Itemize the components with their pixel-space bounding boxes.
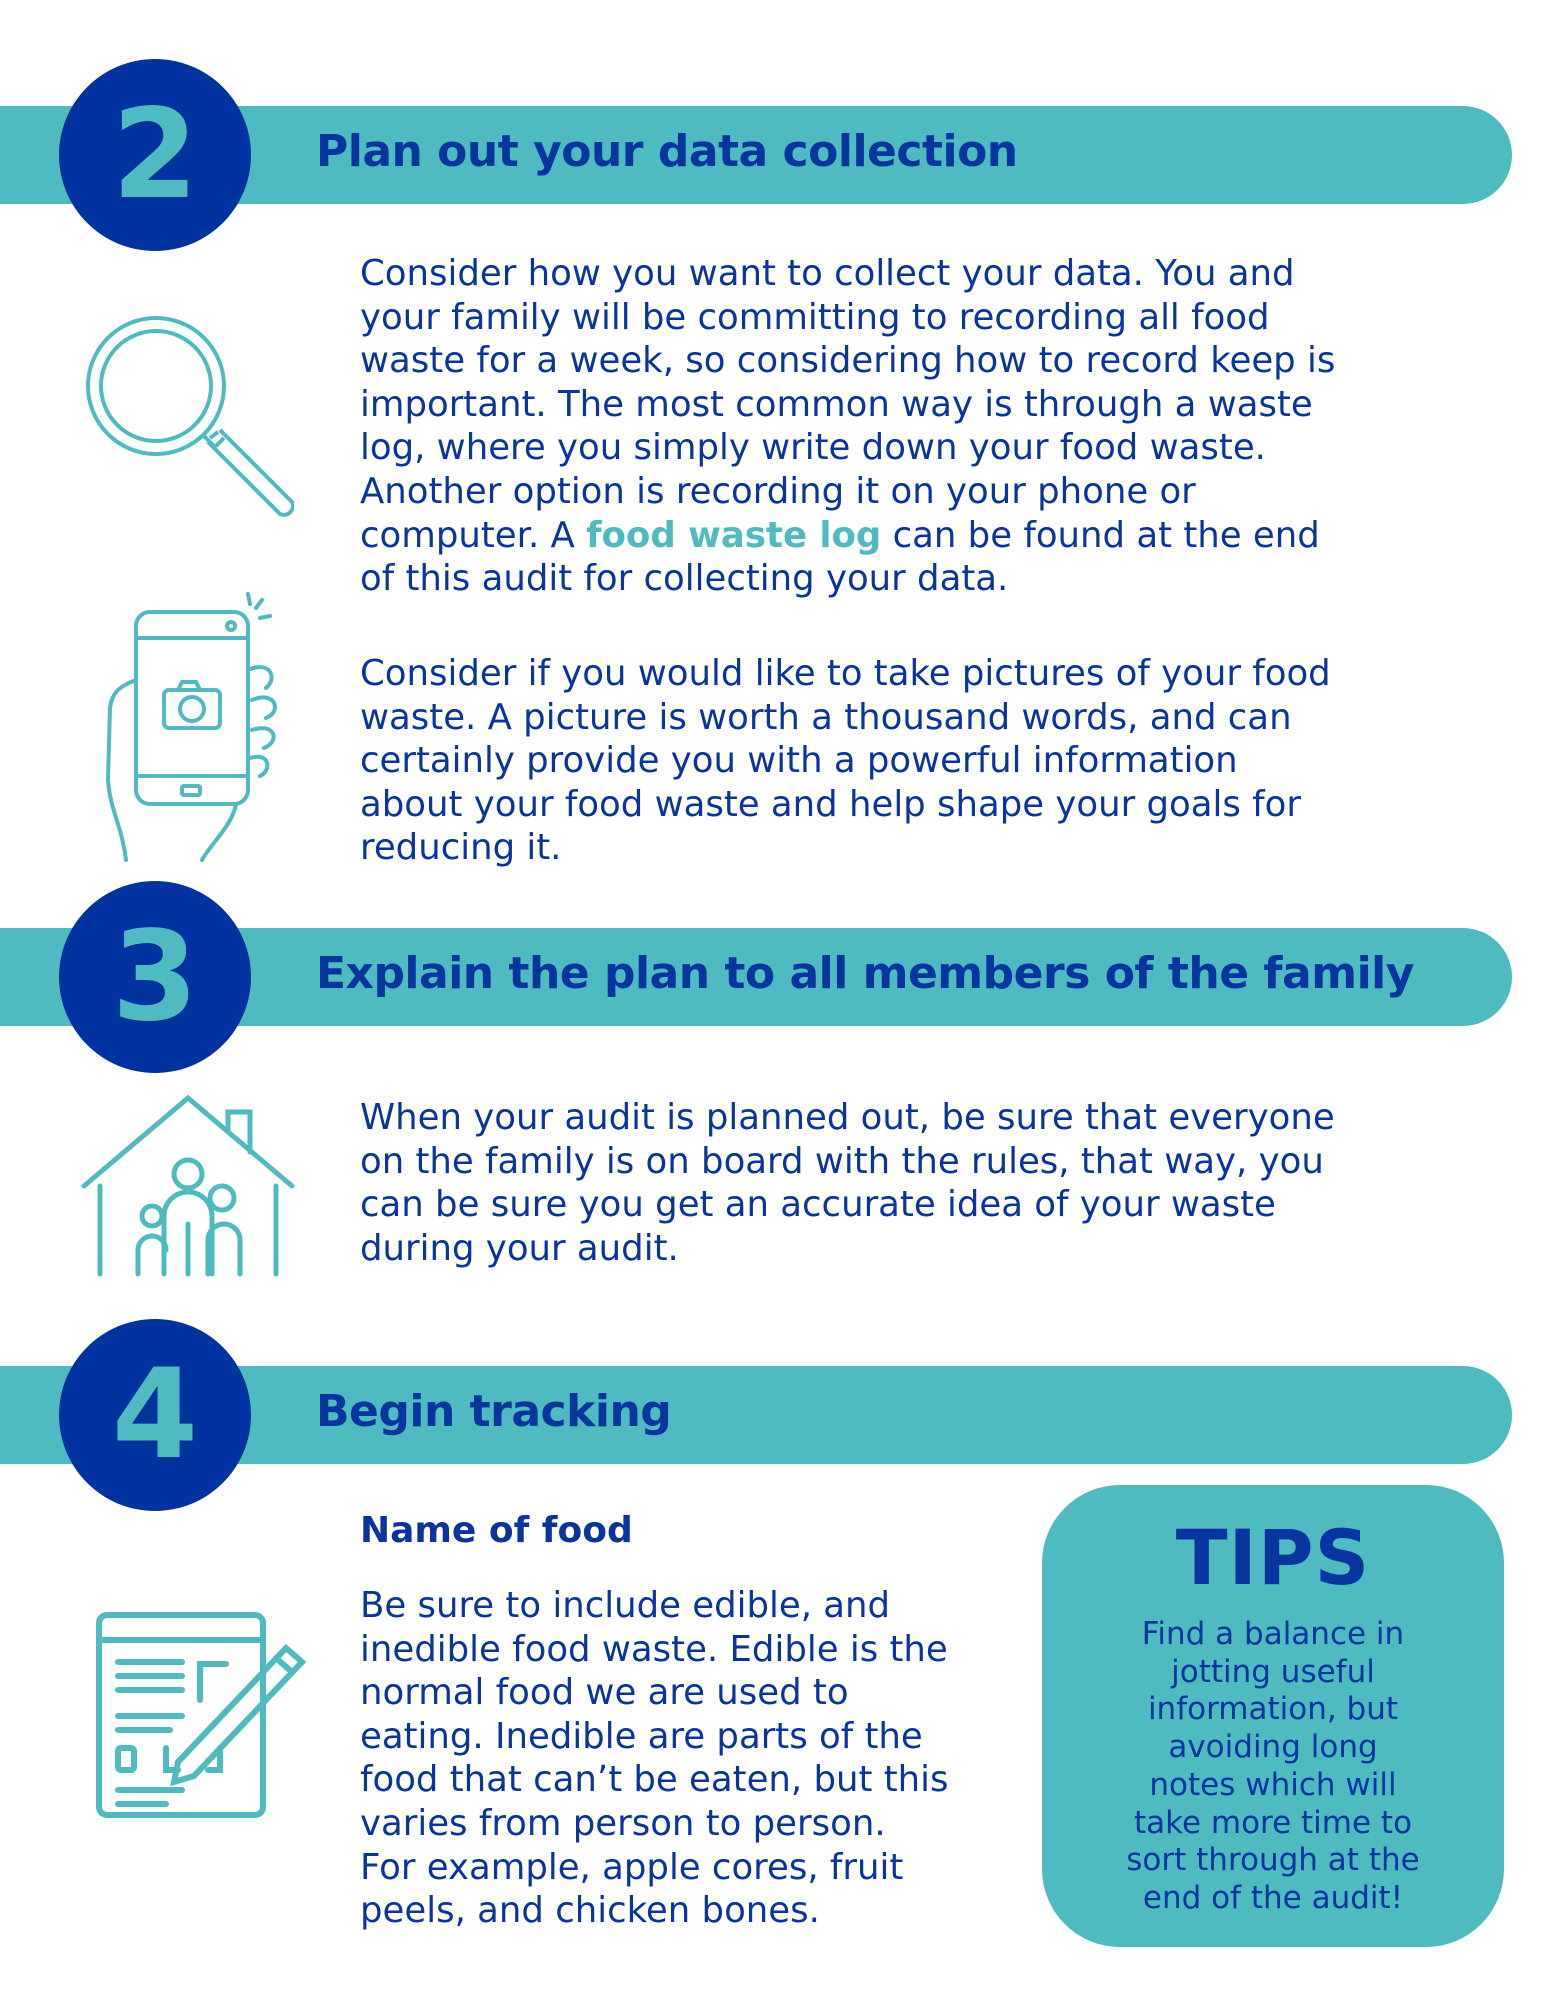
step-2-paragraph-1 bbox=[360, 252, 1335, 601]
text-line: waste. A picture is worth a thousand words, and can bbox=[360, 696, 1292, 738]
step-number: 3 bbox=[111, 905, 199, 1049]
step-4-title: Begin tracking bbox=[316, 1386, 672, 1437]
tips-heading: TIPS bbox=[1175, 1513, 1371, 1602]
food-waste-log-link[interactable]: food waste log bbox=[586, 514, 882, 556]
text-line: reducing it. bbox=[360, 827, 562, 869]
text-line: during your audit. bbox=[360, 1227, 679, 1269]
tips-line: end of the audit! bbox=[1142, 1879, 1404, 1916]
step-2-paragraph-2 bbox=[360, 652, 1331, 870]
text-line: food that can’t be eaten, but this bbox=[360, 1759, 949, 1801]
tips-line: take more time to bbox=[1133, 1804, 1413, 1841]
text-line: of this audit for collecting your data. bbox=[360, 558, 1009, 600]
name-of-food-heading: Name of food bbox=[360, 1510, 633, 1551]
tips-line: avoiding long bbox=[1168, 1729, 1378, 1766]
text-line: Consider if you would like to take pictures of your food bbox=[360, 653, 1331, 694]
step-3-paragraph bbox=[360, 1096, 1335, 1270]
tips-line: Find a balance in bbox=[1141, 1616, 1405, 1652]
step-2-title: Plan out your data collection bbox=[316, 126, 1018, 177]
text-line: your family will be committing to recording all food bbox=[360, 296, 1270, 338]
text-line: on the family is on board with the rules, that way, you bbox=[360, 1140, 1324, 1182]
text-line: inedible food waste. Edible is the bbox=[360, 1628, 948, 1670]
family-house-icon bbox=[80, 1094, 300, 1279]
form-pencil-icon bbox=[96, 1612, 306, 1822]
text-line: log, where you simply write down your food waste. bbox=[360, 427, 1266, 469]
text-line: normal food we are used to bbox=[360, 1672, 849, 1714]
tips-line: notes which will bbox=[1149, 1766, 1397, 1803]
text-line: eating. Inedible are parts of the bbox=[360, 1715, 923, 1757]
text-line: Be sure to include edible, and bbox=[360, 1585, 891, 1626]
tips-line: jotting useful bbox=[1171, 1653, 1375, 1690]
text-line: can be sure you get an accurate idea of your waste bbox=[360, 1184, 1276, 1226]
text-fragment: can be found at the end bbox=[881, 514, 1320, 556]
magnifying-glass-icon bbox=[84, 314, 294, 524]
step-3-title: Explain the plan to all members of the family bbox=[316, 948, 1414, 999]
text-line: When your audit is planned out, be sure that everyone bbox=[360, 1097, 1335, 1138]
text-line: important. The most common way is through a waste bbox=[360, 383, 1313, 425]
text-line: Consider how you want to collect your data. You and bbox=[360, 253, 1295, 294]
text-line: about your food waste and help shape your goals for bbox=[360, 783, 1301, 825]
step-4-number-badge bbox=[59, 1319, 251, 1511]
text-line: waste for a week, so considering how to record keep is bbox=[360, 340, 1336, 382]
step-4-paragraph bbox=[360, 1584, 949, 1933]
tips-box bbox=[1042, 1485, 1504, 1947]
tips-body bbox=[1042, 1616, 1504, 1918]
text-fragment: computer. A bbox=[360, 514, 587, 556]
text-line: Another option is recording it on your phone or bbox=[360, 470, 1196, 512]
text-line: peels, and chicken bones. bbox=[360, 1890, 820, 1932]
step-number: 2 bbox=[111, 83, 199, 227]
text-line: varies from person to person. bbox=[360, 1802, 886, 1844]
text-line: For example, apple cores, fruit bbox=[360, 1846, 904, 1888]
text-line bbox=[360, 514, 1335, 558]
step-2-number-badge bbox=[59, 59, 251, 251]
phone-camera-icon bbox=[100, 590, 280, 870]
step-number: 4 bbox=[111, 1343, 199, 1487]
step-3-number-badge bbox=[59, 881, 251, 1073]
tips-line: sort through at the bbox=[1126, 1842, 1420, 1879]
tips-line: information, but bbox=[1147, 1691, 1399, 1728]
text-line: certainly provide you with a powerful information bbox=[360, 740, 1238, 782]
